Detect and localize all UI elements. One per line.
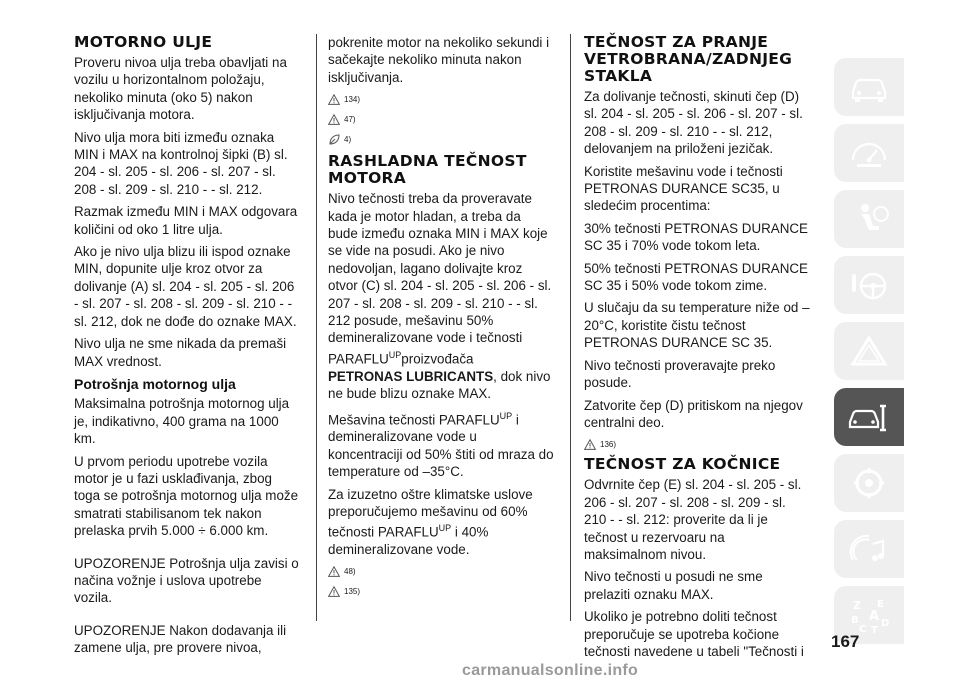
brand-name: PETRONAS LUBRICANTS xyxy=(328,368,494,384)
tab-car[interactable] xyxy=(834,58,904,116)
paragraph: Zatvorite čep (D) pritiskom na njegov centralni deo. xyxy=(584,397,803,430)
car-wrench-icon xyxy=(847,398,891,436)
column-2 xyxy=(328,34,554,604)
warning-ref-text: 48) xyxy=(344,567,356,577)
column-divider xyxy=(316,34,317,621)
paragraph xyxy=(328,190,554,402)
paragraph: Ukoliko je potrebno doliti tečnost preporučuje se upotreba kočione tečnosti navedene u tabeli "Tečnosti i xyxy=(584,609,804,659)
tab-dashboard[interactable] xyxy=(834,124,904,182)
paragraph: Za dolivanje tečnosti, skinuti čep (D) sl. 204 - sl. 205 - sl. 206 - sl. 207 - sl. 208 - sl. 209 - sl. 210 - - sl. 212, delovanjem na priloženi jezičak. xyxy=(584,89,803,157)
column-1 xyxy=(74,34,300,662)
warning-ref-text: 134) xyxy=(344,94,361,104)
text: i demineralizovane vode u koncentraciji od 50% štiti od mraza do temperature od –35°C. xyxy=(328,412,554,480)
paragraph: Maksimalna potrošnja motornog ulja je, indikativno, 400 grama na 1000 km. xyxy=(74,396,290,447)
warning-ref xyxy=(328,584,554,600)
superscript: UP xyxy=(388,349,402,360)
tab-safety[interactable] xyxy=(834,190,904,248)
paragraph: 30% tečnosti PETRONAS DURANCE SC 35 i 70% vode tokom leta. xyxy=(584,220,808,254)
tab-emergency[interactable] xyxy=(834,322,904,380)
environment-icon xyxy=(328,134,340,145)
paragraph: Odvrnite čep (E) sl. 204 - sl. 205 - sl. 206 - sl. 207 - sl. 208 - sl. 209 - sl. 210 - - sl. 212: proverite da li je tečnost u rezervoaru na maksimalnom nivou. xyxy=(584,477,802,562)
text: Mešavina tečnosti PARAFLU xyxy=(328,412,500,428)
warning-ref-text: 136) xyxy=(600,439,617,449)
index-letter: Z xyxy=(853,599,861,612)
warning-ref xyxy=(328,91,554,107)
tab-technical-data[interactable] xyxy=(834,454,904,512)
multimedia-icon xyxy=(847,530,891,568)
warning-icon xyxy=(328,586,340,597)
settings-icon xyxy=(847,464,891,502)
paragraph xyxy=(328,486,554,559)
paragraph: Nivo tečnosti u posudi ne sme prelaziti oznaku MAX. xyxy=(584,569,763,602)
warning-icon xyxy=(584,439,596,450)
text: , dok nivo ne bude blizu oznake MAX. xyxy=(328,368,551,402)
tab-maintenance[interactable] xyxy=(834,388,904,446)
tab-starting-driving[interactable] xyxy=(834,256,904,314)
paragraph: U prvom periodu upotrebe vozila motor je u fazi usklađivanja, zbog toga se potrošnja motornog ulja može smatrati stabilisanom tek nakon prelaska prvih 5.000 ÷ 6.000 km. xyxy=(74,453,299,539)
chapter-sidebar xyxy=(826,0,904,683)
superscript: UP xyxy=(438,523,452,534)
paragraph: 50% tečnosti PETRONAS DURANCE SC 35 i 50% vode tokom zime. xyxy=(584,260,808,294)
column-divider xyxy=(570,34,571,621)
section-title-motorno-ulje: MOTORNO ULJE xyxy=(74,33,213,51)
text: Za izuzetno oštre klimatske uslove preporučujemo mešavinu od 60% tečnosti PARAFLU xyxy=(328,486,533,540)
page-number: 167 xyxy=(831,632,860,651)
section-title-tecnost-za-kocnice: TEČNOST ZA KOČNICE xyxy=(584,455,781,474)
steering-wheel-icon xyxy=(847,266,891,304)
paragraph xyxy=(328,408,554,481)
tab-multimedia[interactable] xyxy=(834,520,904,578)
paragraph: Nivo tečnosti proveravajte preko posude. xyxy=(584,357,776,391)
index-letter: A xyxy=(869,609,880,624)
subsection-title: Potrošnja motornog ulja xyxy=(74,375,236,392)
paragraph: Ako je nivo ulja blizu ili ispod oznake MIN, dopunite ulje kroz otvor za dolivanje (A) sl. 204 - sl. 205 - sl. 206 - sl. 207 - sl. 208 - sl. 209 - sl. 210 - - sl. 212, dok ne dođe do oznake MAX. xyxy=(74,244,297,329)
airbag-icon xyxy=(847,200,891,238)
paragraph: Proveru nivoa ulja treba obavljati na vozilu u horizontalnom položaju, nekoliko minuta (oko 5) nakon isključivanja motora. xyxy=(74,55,287,123)
section-title-rashladna-tecnost: RASHLADNA TEČNOST MOTORA xyxy=(328,152,527,188)
warning-paragraph: UPOZORENJE Nakon dodavanja ili zamene ulja, pre provere nivoa, xyxy=(74,622,287,656)
index-letter: E xyxy=(877,599,884,610)
index-letter: D xyxy=(881,618,890,629)
paragraph: Razmak između MIN i MAX odgovara količini od oko 1 litre ulja. xyxy=(74,204,298,237)
text: proizvođača xyxy=(401,351,474,367)
warning-ref-text: 135) xyxy=(344,587,361,597)
warning-icon xyxy=(328,94,340,105)
dashboard-icon xyxy=(847,134,891,172)
note-ref xyxy=(328,131,554,147)
index-letter: C xyxy=(859,624,867,634)
warning-icon xyxy=(328,566,340,577)
section-title-tecnost-za-pranje: TEČNOST ZA PRANJE VETROBRANA/ZADNJEG STAKLA xyxy=(584,33,793,85)
column-3 xyxy=(584,34,810,665)
warning-paragraph: UPOZORENJE Potrošnja ulja zavisi o načina vožnje i uslova upotrebe vozila. xyxy=(74,555,299,606)
paragraph: Nivo ulja mora biti između oznaka MIN i MAX na kontrolnoj šipki (B) sl. 204 - sl. 205 - sl. 206 - sl. 207 - sl. 208 - sl. 209 - sl. 210 - - sl. 212. xyxy=(74,129,288,197)
warning-ref xyxy=(328,111,554,127)
warning-ref xyxy=(328,564,554,580)
warning-ref-text: 47) xyxy=(344,114,356,124)
paragraph: pokrenite motor na nekoliko sekundi i sačekajte nekoliko minuta nakon isključivanja. xyxy=(328,35,550,85)
warning-icon xyxy=(328,114,340,125)
car-icon xyxy=(847,68,891,106)
paragraph: Nivo ulja ne sme nikada da premaši MAX vrednost. xyxy=(74,336,287,369)
paragraph: Koristite mešavinu vode i tečnosti PETRONAS DURANCE SC35, u sledećim procentima: xyxy=(584,163,783,214)
paragraph: U slučaju da su temperature niže od –20°C, koristite čistu tečnost PETRONAS DURANCE SC 35. xyxy=(584,300,810,351)
text: i 40% demineralizovane vode. xyxy=(328,524,489,558)
alphabet-index-icon xyxy=(847,596,891,634)
superscript: UP xyxy=(499,410,513,421)
text: Nivo tečnosti treba da proveravate kada je motor hladan, a treba da bude između oznaka MIN i MAX koje se vide na posudi. Ako je nivo nedovoljan, lagano dolivajte kroz otvor (C) sl. 204 - sl. 205 - sl. 206 - sl. 207 - sl. 208 - sl. 209 - sl. 210 - - sl. 212 posude, mešavinu 50% demineralizovane vode i tečnosti PARAFLU xyxy=(328,191,552,367)
warning-ref xyxy=(584,436,810,452)
index-letter: B xyxy=(851,615,859,626)
watermark: carmanualsonline.info xyxy=(462,662,639,679)
note-ref-text: 4) xyxy=(344,134,352,144)
index-letter: T xyxy=(871,625,878,634)
warning-triangle-icon xyxy=(847,332,891,370)
